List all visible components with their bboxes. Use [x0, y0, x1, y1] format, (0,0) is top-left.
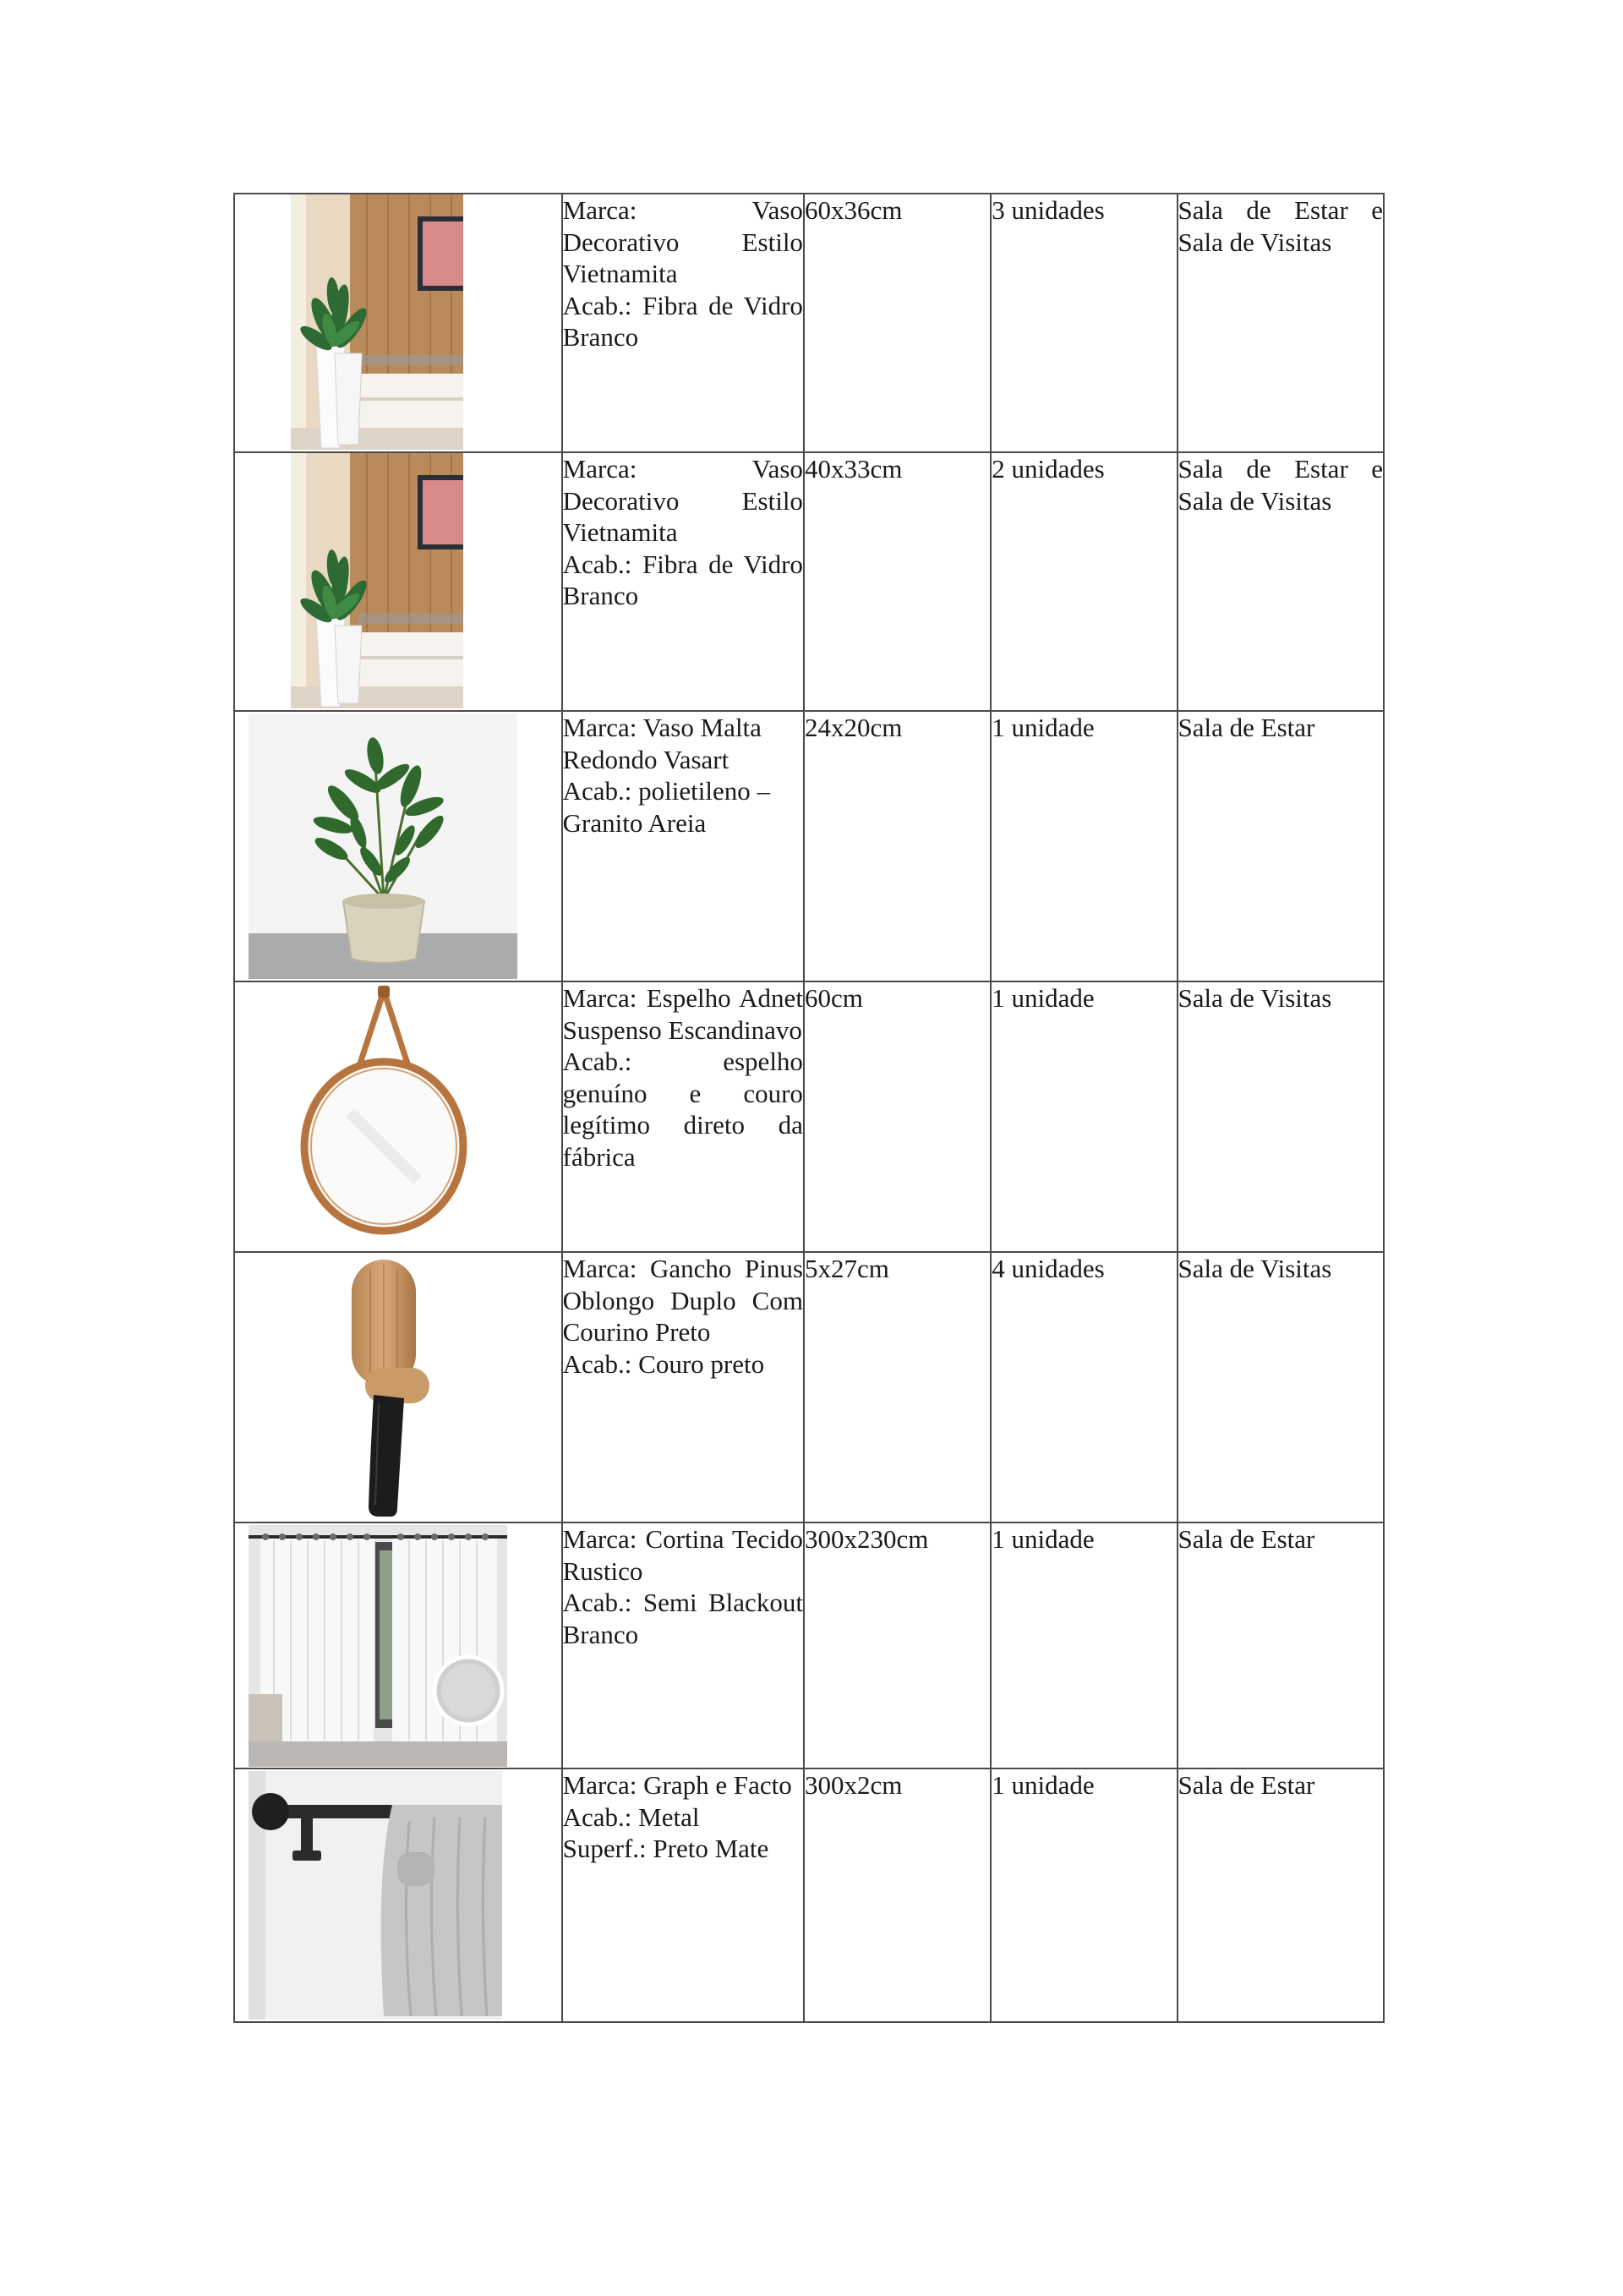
quantity-cell: 1 unidade: [991, 711, 1177, 981]
finish-line: Acab.: Fibra de Vidro Branco: [562, 549, 803, 610]
dimensions-cell: 40x33cm: [804, 452, 991, 711]
brand-line: Marca: Vaso Decorativo Estilo Vietnamita: [562, 454, 803, 547]
room-cell: Sala de Visitas: [1178, 981, 1384, 1252]
finish-line: Acab.: Couro preto: [562, 1348, 765, 1379]
quantity-cell: 3 unidades: [991, 194, 1177, 452]
vietnamese-vase-medium-photo: [291, 453, 463, 708]
table-row: [234, 711, 1384, 981]
dimensions-cell: 5x27cm: [804, 1252, 991, 1522]
room-cell: Sala de Estar: [1178, 711, 1384, 981]
brand-line: Marca: Cortina Tecido Rustico: [562, 1524, 803, 1586]
dimensions-cell: 24x20cm: [804, 711, 991, 981]
room-cell: Sala de Estar e Sala de Visitas: [1178, 452, 1384, 711]
product-image-cell: [234, 1522, 562, 1768]
wall-hook-photo: [336, 1260, 438, 1518]
quantity-cell: 1 unidade: [991, 1768, 1177, 2022]
product-description: [562, 452, 804, 711]
dimensions-cell: 300x230cm: [804, 1522, 991, 1768]
vietnamese-vase-tall-photo: [291, 194, 463, 450]
finish-line: Acab.: espelho genuíno e couro legítimo direto da fábrica: [562, 1047, 803, 1172]
quantity-cell: 2 unidades: [991, 452, 1177, 711]
room-cell: Sala de Estar: [1178, 1522, 1384, 1768]
table-row: [234, 981, 1384, 1252]
quantity-cell: 1 unidade: [991, 1522, 1177, 1768]
finish-line: Acab.: Fibra de Vidro Branco: [562, 290, 803, 352]
product-description: [562, 711, 804, 981]
quantity-cell: 1 unidade: [991, 981, 1177, 1252]
curtain-rod-photo: [249, 1771, 502, 2020]
product-description: [562, 194, 804, 452]
dimensions-cell: 60x36cm: [804, 194, 991, 452]
brand-line: Marca: Graph e Facto: [562, 1770, 792, 1800]
dimensions-cell: 300x2cm: [804, 1768, 991, 2022]
product-description: [562, 981, 804, 1252]
product-image-cell: [234, 711, 562, 981]
round-mirror-photo: [291, 986, 477, 1249]
product-description: [562, 1768, 804, 2022]
brand-line: Marca: Espelho Adnet Suspenso Escandinavo: [562, 983, 803, 1045]
product-image-cell: [234, 1768, 562, 2022]
table-row: [234, 452, 1384, 711]
room-cell: Sala de Estar e Sala de Visitas: [1178, 194, 1384, 452]
table-row: [234, 1522, 1384, 1768]
product-image-cell: [234, 981, 562, 1252]
finish-line: Acab.: Semi Blackout Branco: [562, 1588, 803, 1649]
product-description: [562, 1522, 804, 1768]
room-cell: Sala de Visitas: [1178, 1252, 1384, 1522]
brand-line: Marca: Gancho Pinus Oblongo Duplo Com Courino Preto: [562, 1254, 803, 1347]
brand-line: Marca: Vaso Decorativo Estilo Vietnamita: [562, 195, 803, 288]
dimensions-cell: 60cm: [804, 981, 991, 1252]
product-image-cell: [234, 194, 562, 452]
product-description: [562, 1252, 804, 1522]
product-image-cell: [234, 452, 562, 711]
curtain-photo: [249, 1525, 507, 1767]
finish-line: Acab.: Metal: [562, 1801, 700, 1832]
finish-line: Acab.: polietileno – Granito Areia: [562, 776, 770, 838]
furniture-table: [233, 193, 1385, 2023]
table-row: [234, 1252, 1384, 1522]
table-row: [234, 1768, 1384, 2022]
table-row: [234, 194, 1384, 452]
surface-line: Superf.: Preto Mate: [562, 1834, 769, 1863]
brand-line: Marca: Vaso Malta Redondo Vasart: [562, 713, 762, 774]
room-cell: Sala de Estar: [1178, 1768, 1384, 2022]
quantity-cell: 4 unidades: [991, 1252, 1177, 1522]
malta-vase-plant-photo: [249, 713, 517, 979]
product-image-cell: [234, 1252, 562, 1522]
